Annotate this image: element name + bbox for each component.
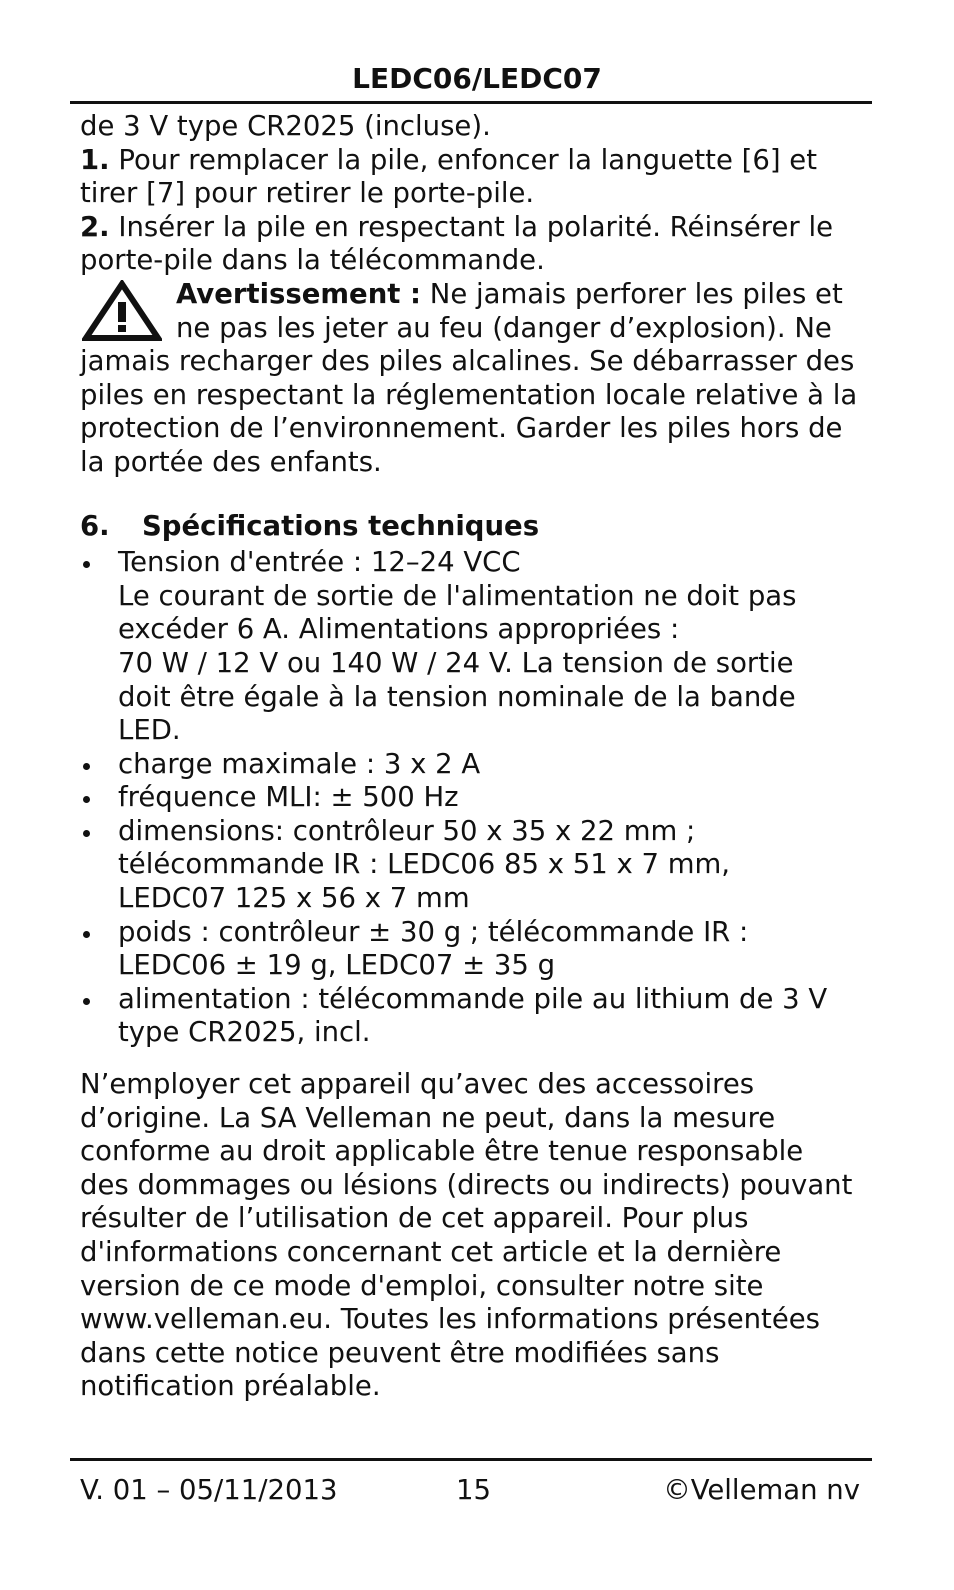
closing-line: conforme au droit applicable être tenue responsable [80, 1135, 804, 1168]
footer-copyright: ©Velleman nv [663, 1474, 860, 1506]
section-title: Spécifications techniques [142, 509, 540, 542]
spec-line: LED. [118, 714, 181, 747]
bullet-icon [83, 931, 90, 938]
closing-line: N’employer cet appareil qu’avec des accessoires [80, 1068, 755, 1101]
closing-line: version de ce mode d'emploi, consulter notre site [80, 1269, 764, 1302]
battery-step-2 [80, 211, 870, 278]
battery-intro: de 3 V type CR2025 (incluse). [80, 110, 491, 142]
step-number: 2. [80, 210, 110, 243]
spec-line: alimentation : télécommande pile au lithium de 3 V [118, 982, 828, 1015]
spec-line: 70 W / 12 V ou 140 W / 24 V. La tension de sortie [118, 646, 794, 679]
spec-line: charge maximale : 3 x 2 A [118, 747, 481, 780]
step-number: 1. [80, 143, 110, 176]
footer-rule [70, 1458, 872, 1461]
spec-line: LEDC06 ± 19 g, LEDC07 ± 35 g [118, 949, 556, 982]
spec-item [80, 781, 870, 815]
header-rule [70, 101, 872, 104]
step-text: Insérer la pile en respectant la polarité. Réinsérer le porte-pile dans la télécommande. [80, 210, 834, 277]
warning-paragraph [80, 278, 870, 480]
spec-item [80, 546, 870, 748]
bullet-icon [83, 998, 90, 1005]
page-header-title: LEDC06/LEDC07 [352, 62, 602, 95]
spec-line: doit être égale à la tension nominale de la bande [118, 680, 796, 713]
closing-paragraph [80, 1068, 870, 1404]
bullet-icon [83, 830, 90, 837]
footer-version: V. 01 – 05/11/2013 [80, 1474, 338, 1506]
closing-line: notification préalable. [80, 1370, 381, 1403]
spec-line: dimensions: contrôleur 50 x 35 x 22 mm ; [118, 814, 696, 847]
closing-line: d’origine. La SA Velleman ne peut, dans la mesure [80, 1101, 776, 1134]
spec-line: télécommande IR : LEDC06 85 x 51 x 7 mm, [118, 848, 731, 881]
page-number: 15 [456, 1474, 491, 1506]
warning-triangle-icon [82, 280, 162, 342]
spec-item [80, 916, 870, 983]
step-text: Pour remplacer la pile, enfoncer la languette [6] et tirer [7] pour retirer le porte-pile. [80, 143, 818, 210]
closing-line: résulter de l’utilisation de cet appareil. Pour plus [80, 1202, 749, 1235]
section-number: 6. [80, 509, 110, 542]
spec-line: LEDC07 125 x 56 x 7 mm [118, 882, 470, 915]
closing-line: d'informations concernant cet article et la dernière [80, 1236, 782, 1268]
bullet-icon [83, 561, 90, 568]
bullet-icon [83, 796, 90, 803]
spec-line: Tension d'entrée : 12–24 VCC [118, 546, 521, 579]
spec-item [80, 983, 870, 1050]
spec-line: fréquence MLI: ± 500 Hz [118, 781, 459, 814]
page-content [80, 110, 870, 1404]
closing-line: des dommages ou lésions (directs ou indirects) pouvant [80, 1168, 853, 1201]
battery-step-1 [80, 144, 870, 211]
spec-item [80, 815, 870, 916]
page-footer [80, 1470, 860, 1510]
specs-heading [80, 510, 870, 544]
warning-text: Ne jamais perforer les piles et ne pas les jeter au feu (danger d’explosion). Ne jamais recharger des piles alcalines. Se débarrasser des piles en respectant la réglementation locale relative à la protection de l’environnement. Garder les piles hors de la portée des enfants. [80, 277, 858, 478]
specs-list [80, 546, 870, 1050]
warning-label: Avertissement : [176, 277, 422, 310]
closing-line: dans cette notice peuvent être modifiées sans [80, 1336, 720, 1369]
spec-item [80, 748, 870, 782]
spec-line: poids : contrôleur ± 30 g ; télécommande IR : [118, 915, 749, 948]
spec-line: excéder 6 A. Alimentations appropriées : [118, 613, 680, 646]
spec-line: type CR2025, incl. [118, 1016, 371, 1049]
closing-line: www.velleman.eu. Toutes les informations présentées [80, 1303, 820, 1336]
spec-line: Le courant de sortie de l'alimentation ne doit pas [118, 579, 797, 612]
bullet-icon [83, 763, 90, 770]
